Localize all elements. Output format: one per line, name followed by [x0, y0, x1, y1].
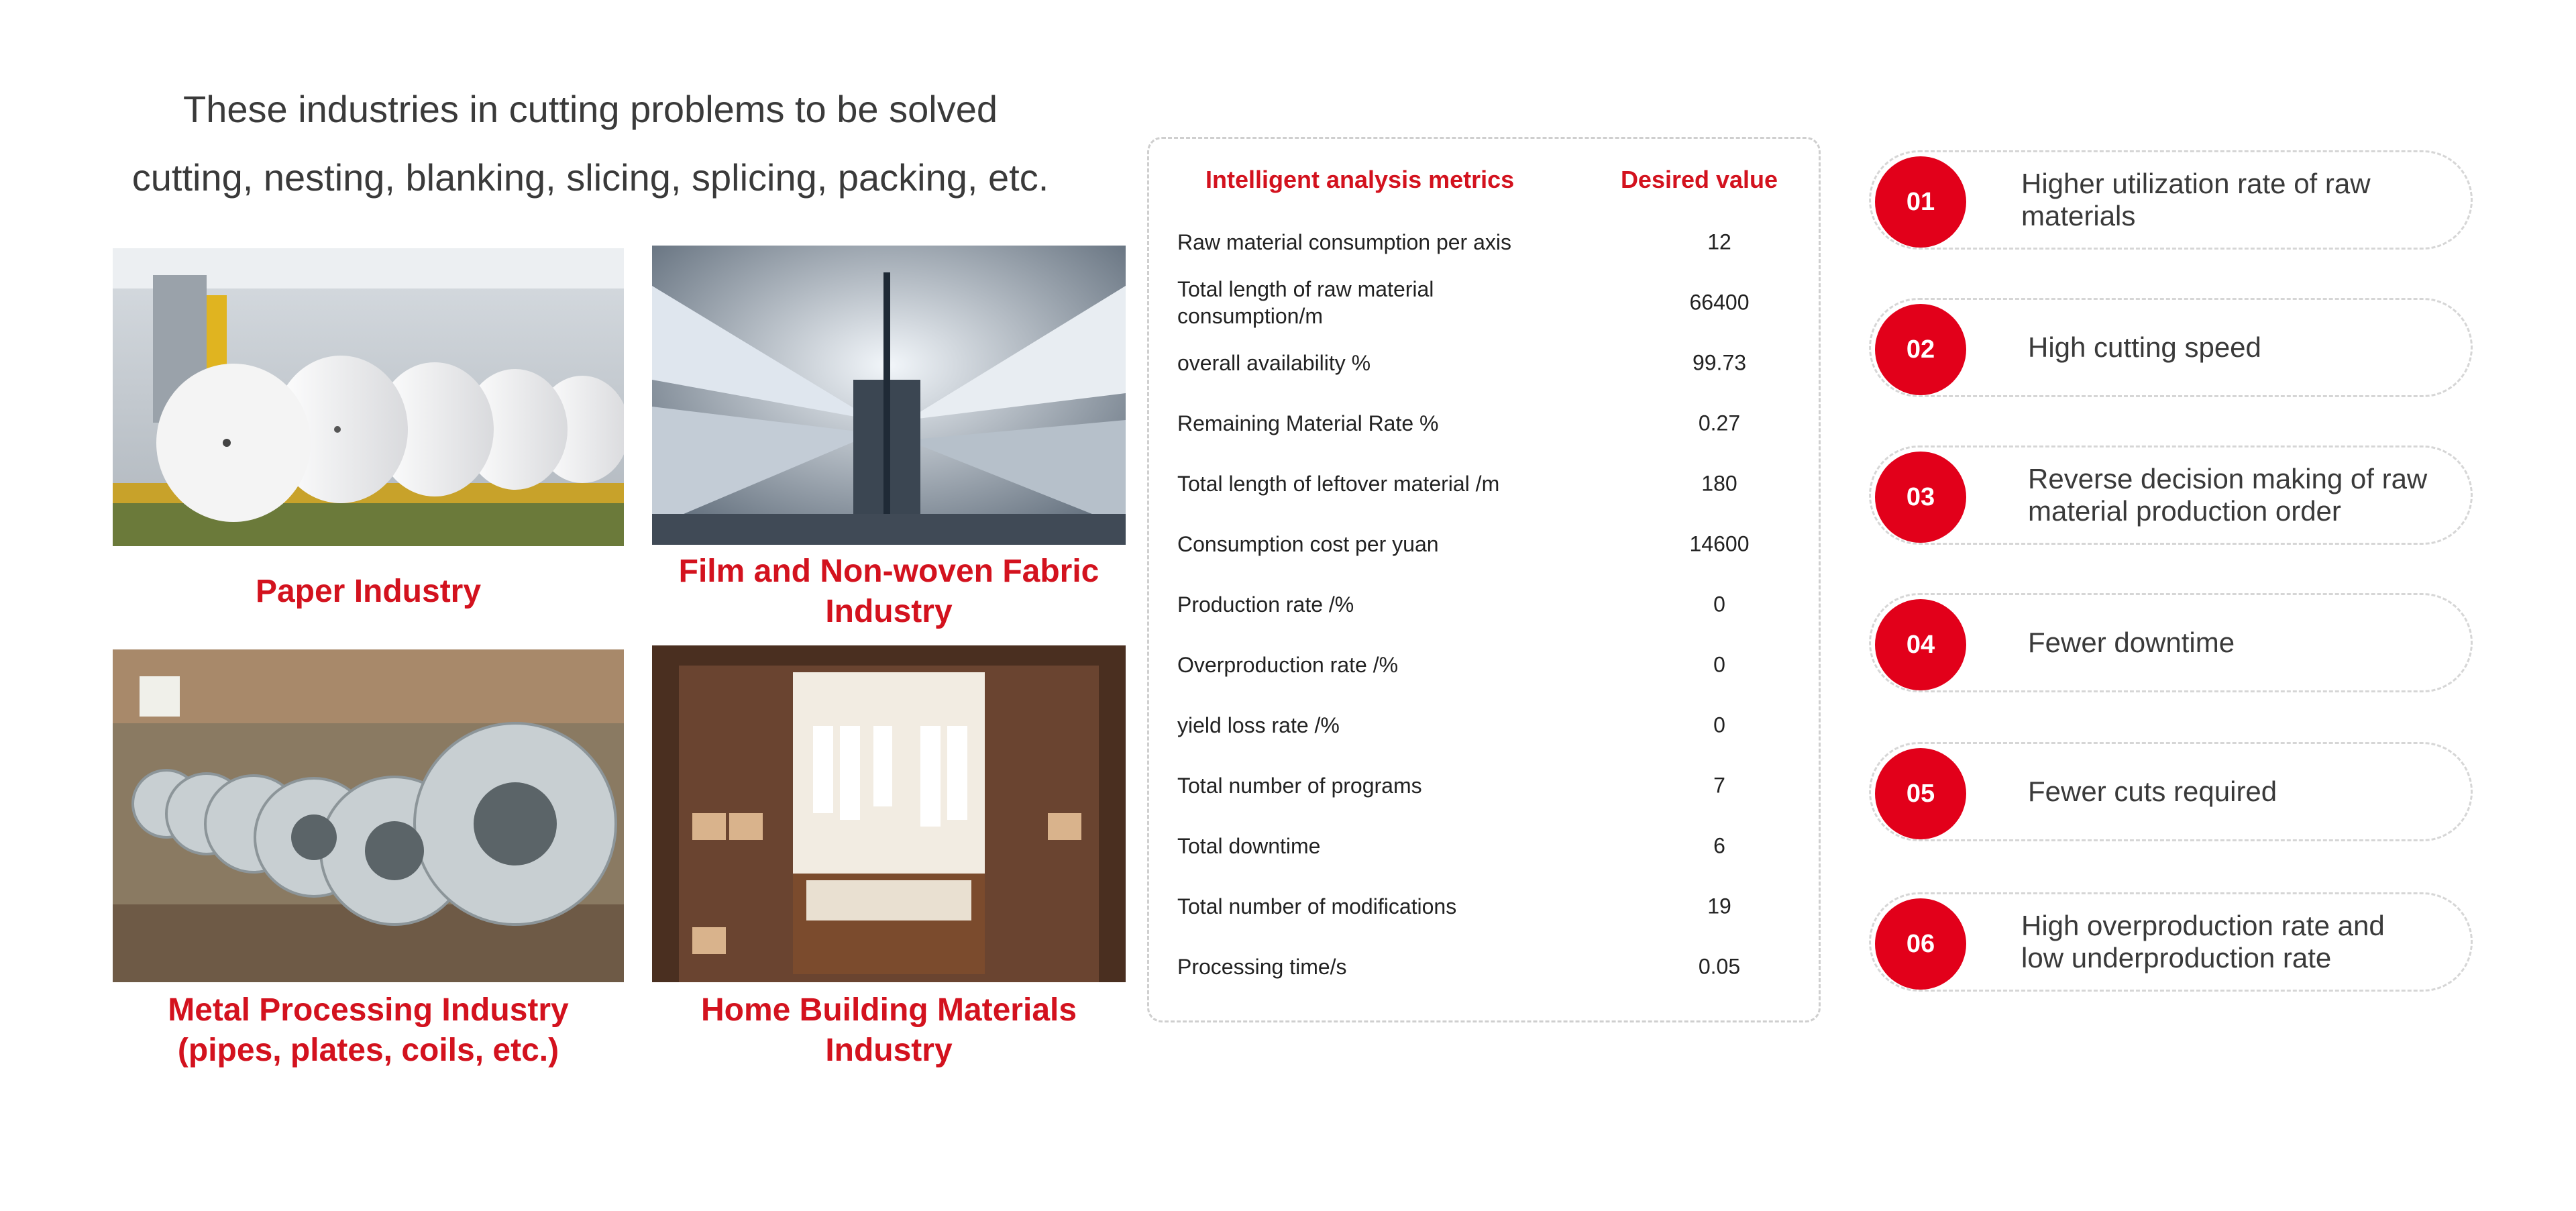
number-badge: 06 [1875, 898, 1966, 990]
advantage-text: Higher utilization rate of raw materials [2021, 168, 2371, 231]
table-row [1149, 457, 1819, 511]
paper-rolls-photo [113, 248, 624, 546]
table-row [1149, 578, 1819, 631]
film-roll-machine-photo [652, 246, 1126, 545]
advantage-text: High cutting speed [2028, 331, 2261, 363]
advantage-item-05 [1869, 742, 2473, 841]
table-row [1149, 819, 1819, 873]
caption-home-building-industry: Home Building Materials Industry [700, 992, 1077, 1068]
number-badge: 01 [1875, 156, 1966, 248]
table-row [1149, 517, 1819, 571]
metric-value: 12 [1707, 229, 1731, 254]
metric-label: Total length of raw material consumption/m [1177, 277, 1434, 328]
advantage-item-03 [1869, 445, 2473, 545]
table-row [1149, 276, 1819, 329]
metric-label: yield loss rate /% [1177, 713, 1340, 737]
advantage-text: Fewer cuts required [2028, 776, 2277, 807]
wardrobe-photo [652, 645, 1126, 982]
metric-value: 180 [1701, 471, 1737, 496]
metric-label: Total number of programs [1177, 774, 1422, 798]
heading-line-1: These industries in cutting problems to be solved [183, 88, 998, 130]
advantage-text: Reverse decision making of raw material production order [2028, 463, 2428, 527]
caption-paper-industry: Paper Industry [255, 574, 482, 609]
heading-line-2: cutting, nesting, blanking, slicing, splicing, packing, etc. [131, 156, 1049, 199]
advantage-item-02 [1869, 298, 2473, 397]
advantage-item-06 [1869, 892, 2473, 992]
metric-value: 7 [1713, 773, 1725, 798]
metric-value: 0.27 [1698, 411, 1741, 435]
metric-label: Raw material consumption per axis [1177, 230, 1511, 254]
number-badge: 02 [1875, 304, 1966, 395]
table-row [1149, 336, 1819, 390]
table-row [1149, 880, 1819, 933]
metric-value: 19 [1707, 894, 1731, 918]
metric-value: 0 [1713, 652, 1725, 677]
number-badge: 03 [1875, 452, 1966, 543]
caption-film-industry: Film and Non-woven Fabric Industry [678, 554, 1099, 629]
steel-coils-photo [113, 649, 624, 982]
metric-label: Remaining Material Rate % [1177, 411, 1439, 435]
table-row [1149, 759, 1819, 812]
metric-value: 0.05 [1698, 954, 1741, 979]
advantage-item-01 [1869, 150, 2473, 250]
number-badge: 05 [1875, 748, 1966, 839]
metric-label: Production rate /% [1177, 592, 1354, 617]
metric-label: Overproduction rate /% [1177, 653, 1399, 677]
metric-label: Total downtime [1177, 834, 1321, 858]
table-row [1149, 397, 1819, 450]
caption-metal-industry: Metal Processing Industry (pipes, plates, coils, etc.) [168, 992, 569, 1068]
metric-value: 14600 [1689, 531, 1750, 556]
metric-label: overall availability % [1177, 351, 1371, 375]
metric-value: 0 [1713, 713, 1725, 737]
number-badge: 04 [1875, 599, 1966, 690]
metric-value: 6 [1713, 833, 1725, 858]
metric-label: Total number of modifications [1177, 894, 1457, 918]
advantage-item-04 [1869, 593, 2473, 692]
metrics-header-value: Desired value [1620, 166, 1778, 193]
metric-label: Total length of leftover material /m [1177, 472, 1500, 496]
metric-value: 66400 [1689, 290, 1750, 315]
metric-label: Processing time/s [1177, 955, 1347, 979]
metrics-header-metric: Intelligent analysis metrics [1205, 166, 1515, 193]
advantage-text: Fewer downtime [2028, 627, 2235, 658]
metric-label: Consumption cost per yuan [1177, 532, 1439, 556]
table-row [1149, 698, 1819, 752]
table-row [1149, 638, 1819, 692]
table-row [1149, 940, 1819, 994]
advantage-text: High overproduction rate and low underproduction rate [2021, 910, 2385, 973]
table-row [1149, 215, 1819, 269]
metrics-table [1147, 137, 1821, 1022]
metric-value: 0 [1713, 592, 1725, 617]
metric-value: 99.73 [1692, 350, 1747, 375]
